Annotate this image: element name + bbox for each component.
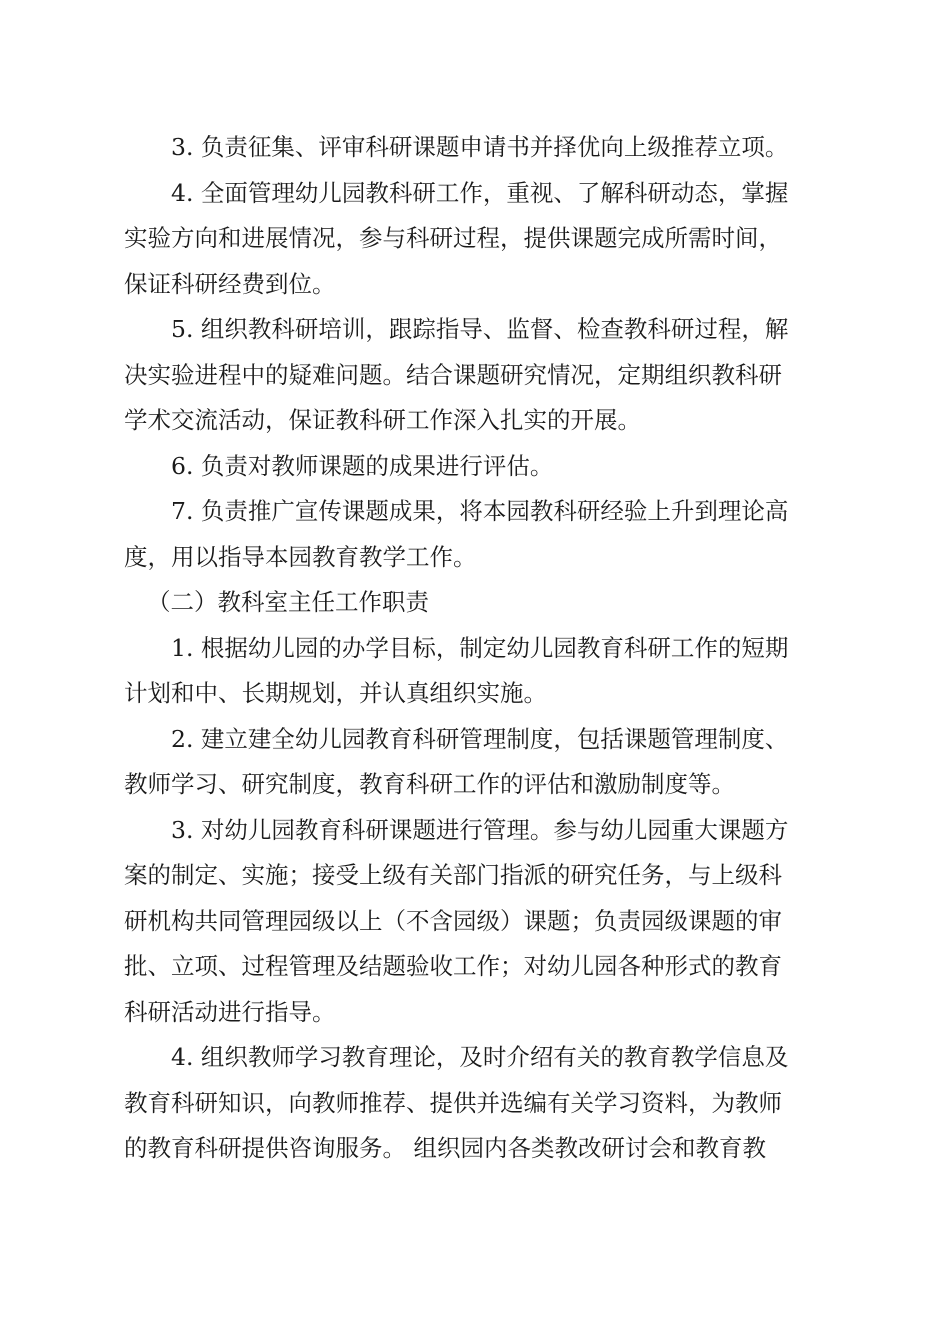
paragraph-q2 bbox=[124, 717, 832, 808]
paragraph-q1 bbox=[124, 626, 832, 717]
paragraph-line: 研机构共同管理园级以上（不含园级）课题；负责园级课题的审 bbox=[124, 906, 782, 935]
paragraph-line: 3. 负责征集、评审科研课题申请书并择优向上级推荐立项。 bbox=[171, 133, 789, 161]
paragraph-5 bbox=[124, 307, 832, 444]
section-heading bbox=[124, 580, 832, 626]
paragraph-4 bbox=[124, 171, 832, 308]
paragraph-line: 实验方向和进展情况，参与科研过程，提供课题完成所需时间， bbox=[124, 224, 782, 252]
paragraph-q3 bbox=[124, 808, 832, 1036]
paragraph-7 bbox=[124, 489, 832, 580]
paragraph-6 bbox=[124, 444, 832, 490]
paragraph-line: 保证科研经费到位。 bbox=[124, 269, 336, 298]
paragraph-line: 学术交流活动，保证教科研工作深入扎实的开展。 bbox=[124, 406, 641, 434]
paragraph-line: 教师学习、研究制度，教育科研工作的评估和激励制度等。 bbox=[124, 770, 735, 798]
paragraph-line: 2. 建立建全幼儿园教育科研管理制度，包括课题管理制度、 bbox=[171, 724, 789, 753]
document-page bbox=[124, 125, 832, 1172]
paragraph-line: 5. 组织教科研培训，跟踪指导、监督、检查教科研过程，解 bbox=[171, 315, 789, 343]
paragraph-line: 科研活动进行指导。 bbox=[124, 997, 336, 1026]
paragraph-line: 计划和中、长期规划，并认真组织实施。 bbox=[124, 679, 547, 707]
paragraph-line: 4. 组织教师学习教育理论，及时介绍有关的教育教学信息及 bbox=[171, 1043, 789, 1071]
paragraph-line: 度，用以指导本园教育教学工作。 bbox=[124, 542, 477, 571]
paragraph-line: 6. 负责对教师课题的成果进行评估。 bbox=[171, 451, 554, 480]
heading-line: （二）教科室主任工作职责 bbox=[147, 588, 429, 616]
paragraph-line: 的教育科研提供咨询服务。 组织园内各类教改研讨会和教育教 bbox=[124, 1134, 766, 1162]
paragraph-line: 案的制定、实施；接受上级有关部门指派的研究任务，与上级科 bbox=[124, 861, 782, 889]
paragraph-line: 批、立项、过程管理及结题验收工作；对幼儿园各种形式的教育 bbox=[124, 952, 782, 980]
paragraph-3 bbox=[124, 125, 832, 171]
paragraph-line: 3. 对幼儿园教育科研课题进行管理。参与幼儿园重大课题方 bbox=[171, 815, 789, 844]
paragraph-line: 1. 根据幼儿园的办学目标，制定幼儿园教育科研工作的短期 bbox=[171, 633, 789, 662]
paragraph-line: 教育科研知识，向教师推荐、提供并选编有关学习资料，为教师 bbox=[124, 1088, 782, 1117]
paragraph-line: 4. 全面管理幼儿园教科研工作，重视、了解科研动态，掌握 bbox=[171, 178, 789, 207]
paragraph-line: 决实验进程中的疑难问题。结合课题研究情况，定期组织教科研 bbox=[124, 360, 782, 389]
paragraph-q4 bbox=[124, 1035, 832, 1172]
paragraph-line: 7. 负责推广宣传课题成果，将本园教科研经验上升到理论高 bbox=[171, 497, 789, 525]
